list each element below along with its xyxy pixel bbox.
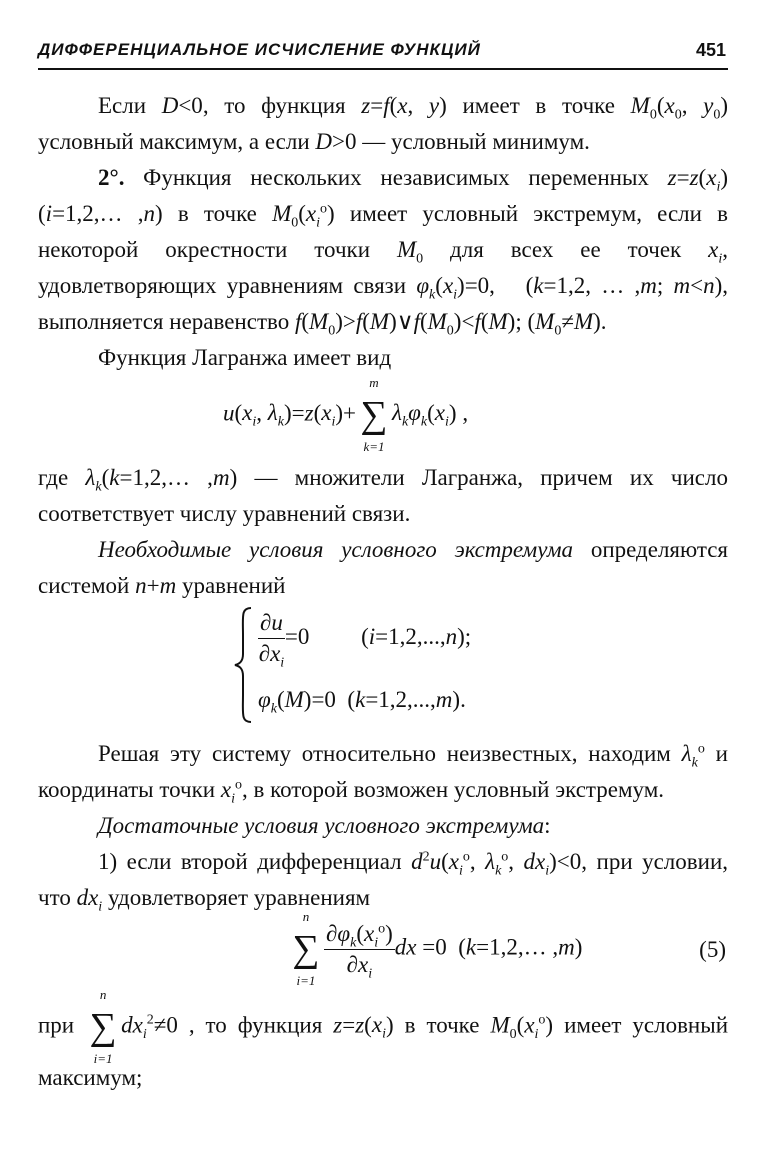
page-body [38, 88, 728, 1096]
equation-system: $\frac{\partial u}{\partial x_i}$ =0 (i=1,2,...,n); $\varphi_k(M)=0$ (k=1,2,...,m). [38, 604, 728, 726]
paragraph-definition: 2°. Функция нескольких независимых переменных $z=z(x_i)$ (i=1,2,… ,n) в точке $M_0(x_i^o)$ имеет условный экстремум, если в некоторой окрестности точки $M_0$ для всех ее точек $x_i$, удовлетворяющих уравнениям связи $\varphi_k(x_i)=0$, (k=1,2, … ,m; m<n), выполняется неравенство $f(M_0)>f(M)\vee f(M_0)<f(M)$; $(M_0\ne M)$. [38, 165, 728, 339]
paragraph-condition-sign: Если D<0, то функция z=f(x, y) имеет в точке $M_0(x_0$, $y_0$) условный максимум, а если D>0 — условный минимум. [38, 93, 728, 154]
page-number: 451 [695, 40, 726, 60]
paragraph-maximum-condition: при n ∑ i=1 $dx_i^2\ne 0$ , то функция $z=z(x_i)$ в точке $M_0(x_i^o)$ имеет условный максимум; [38, 987, 729, 1090]
paragraph-necessary: Необходимые условия условного экстремума определяются системой n+m уравнений [38, 537, 729, 598]
brace-icon [233, 606, 255, 724]
paragraph-sufficient-heading: Достаточные условия условного экстремума: [98, 813, 551, 838]
running-head [38, 38, 728, 70]
equation-number: (5) [699, 937, 726, 962]
paragraph-solve: Решая эту систему относительно неизвестных, находим $\lambda_k^o$ и координаты точки $x_i^o$, в которой возможен условный экстремум. [38, 741, 728, 807]
lagrange-function-formula: $u(x_i$, $\lambda_k)=z(x_i)+$ m ∑ k=1 $\lambda_k\varphi_k(x_i)$ , [223, 375, 469, 454]
equation-5: n ∑ i=1 $\frac{\partial\varphi_k(x_i^o)}{\partial x_i}$ dx =0 (k=1,2,… ,m) (5) [292, 909, 726, 988]
paragraph-lagrange-intro: Функция Лагранжа имеет вид [98, 345, 392, 370]
chapter-title: ДИФФЕРЕНЦИАЛЬНОЕ ИСЧИСЛЕНИЕ ФУНКЦИЙ [38, 40, 481, 59]
paragraph-multipliers: где $\lambda_k(k=1,2,\dots$ ,m) — множители Лагранжа, причем их число соответствует числу уравнений связи. [38, 465, 728, 526]
paragraph-second-differential: 1) если второй дифференциал $d^2u(x_i^o$, $\lambda_k^o$, $dx_i)<0$, при условии, что $dx_i$ удовлетворяет уравнениям [38, 849, 729, 915]
